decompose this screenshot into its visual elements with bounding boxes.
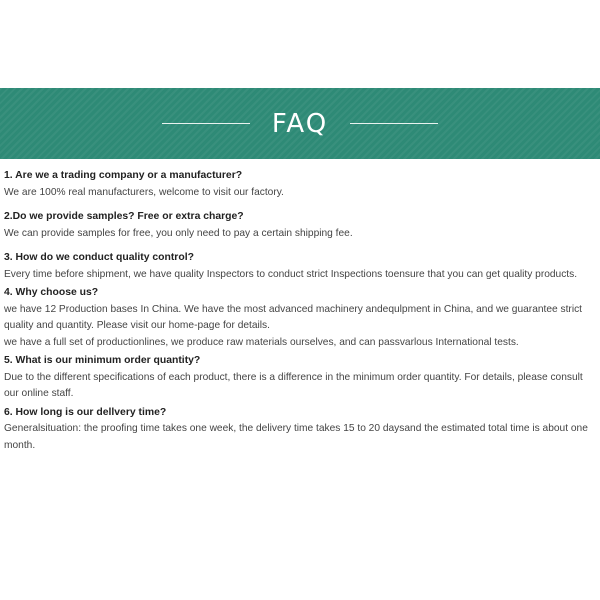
- faq-item-2: [4, 209, 594, 242]
- faq-answer: We are 100% real manufacturers, welcome to visit our factory.: [4, 186, 284, 198]
- faq-item-4: [4, 285, 594, 351]
- faq-list: [4, 168, 594, 462]
- faq-answer: We can provide samples for free, you only need to pay a certain shipping fee.: [4, 227, 353, 239]
- faq-question: 3. How do we conduct quality control?: [4, 252, 194, 263]
- faq-item-6: [4, 405, 594, 455]
- faq-answer: Due to the different specifications of each product, there is a difference in the minimum order quantity. For details, please consult our online staff.: [4, 371, 583, 399]
- faq-answer: we have a full set of productionlines, we produce raw materials ourselves, and can passvarlous International tests.: [4, 336, 519, 348]
- faq-item-1: [4, 168, 594, 201]
- faq-banner: [0, 88, 600, 159]
- faq-question: 4. Why choose us?: [4, 287, 99, 298]
- faq-answer: Generalsituation: the proofing time takes one week, the delivery time takes 15 to 20 daysand the estimated total time is about one month.: [4, 423, 588, 451]
- faq-question: 1. Are we a trading company or a manufacturer?: [4, 170, 243, 181]
- banner-left-rule: [162, 123, 250, 124]
- banner-right-rule: [350, 123, 438, 124]
- faq-question: 5. What is our minimum order quantity?: [4, 355, 201, 366]
- faq-answer: Every time before shipment, we have quality Inspectors to conduct strict Inspections toensure that you can get quality products.: [4, 268, 578, 280]
- faq-question: 2.Do we provide samples? Free or extra charge?: [4, 211, 244, 222]
- faq-item-3: [4, 250, 594, 283]
- faq-answer: we have 12 Production bases In China. We have the most advanced machinery andequlpment in China, and we guarantee strict quality and quantity. Please visit our home-page for details.: [4, 303, 583, 331]
- faq-question: 6. How long is our dellvery time?: [4, 406, 167, 418]
- faq-item-5: [4, 353, 594, 403]
- banner-title: FAQ: [271, 108, 329, 139]
